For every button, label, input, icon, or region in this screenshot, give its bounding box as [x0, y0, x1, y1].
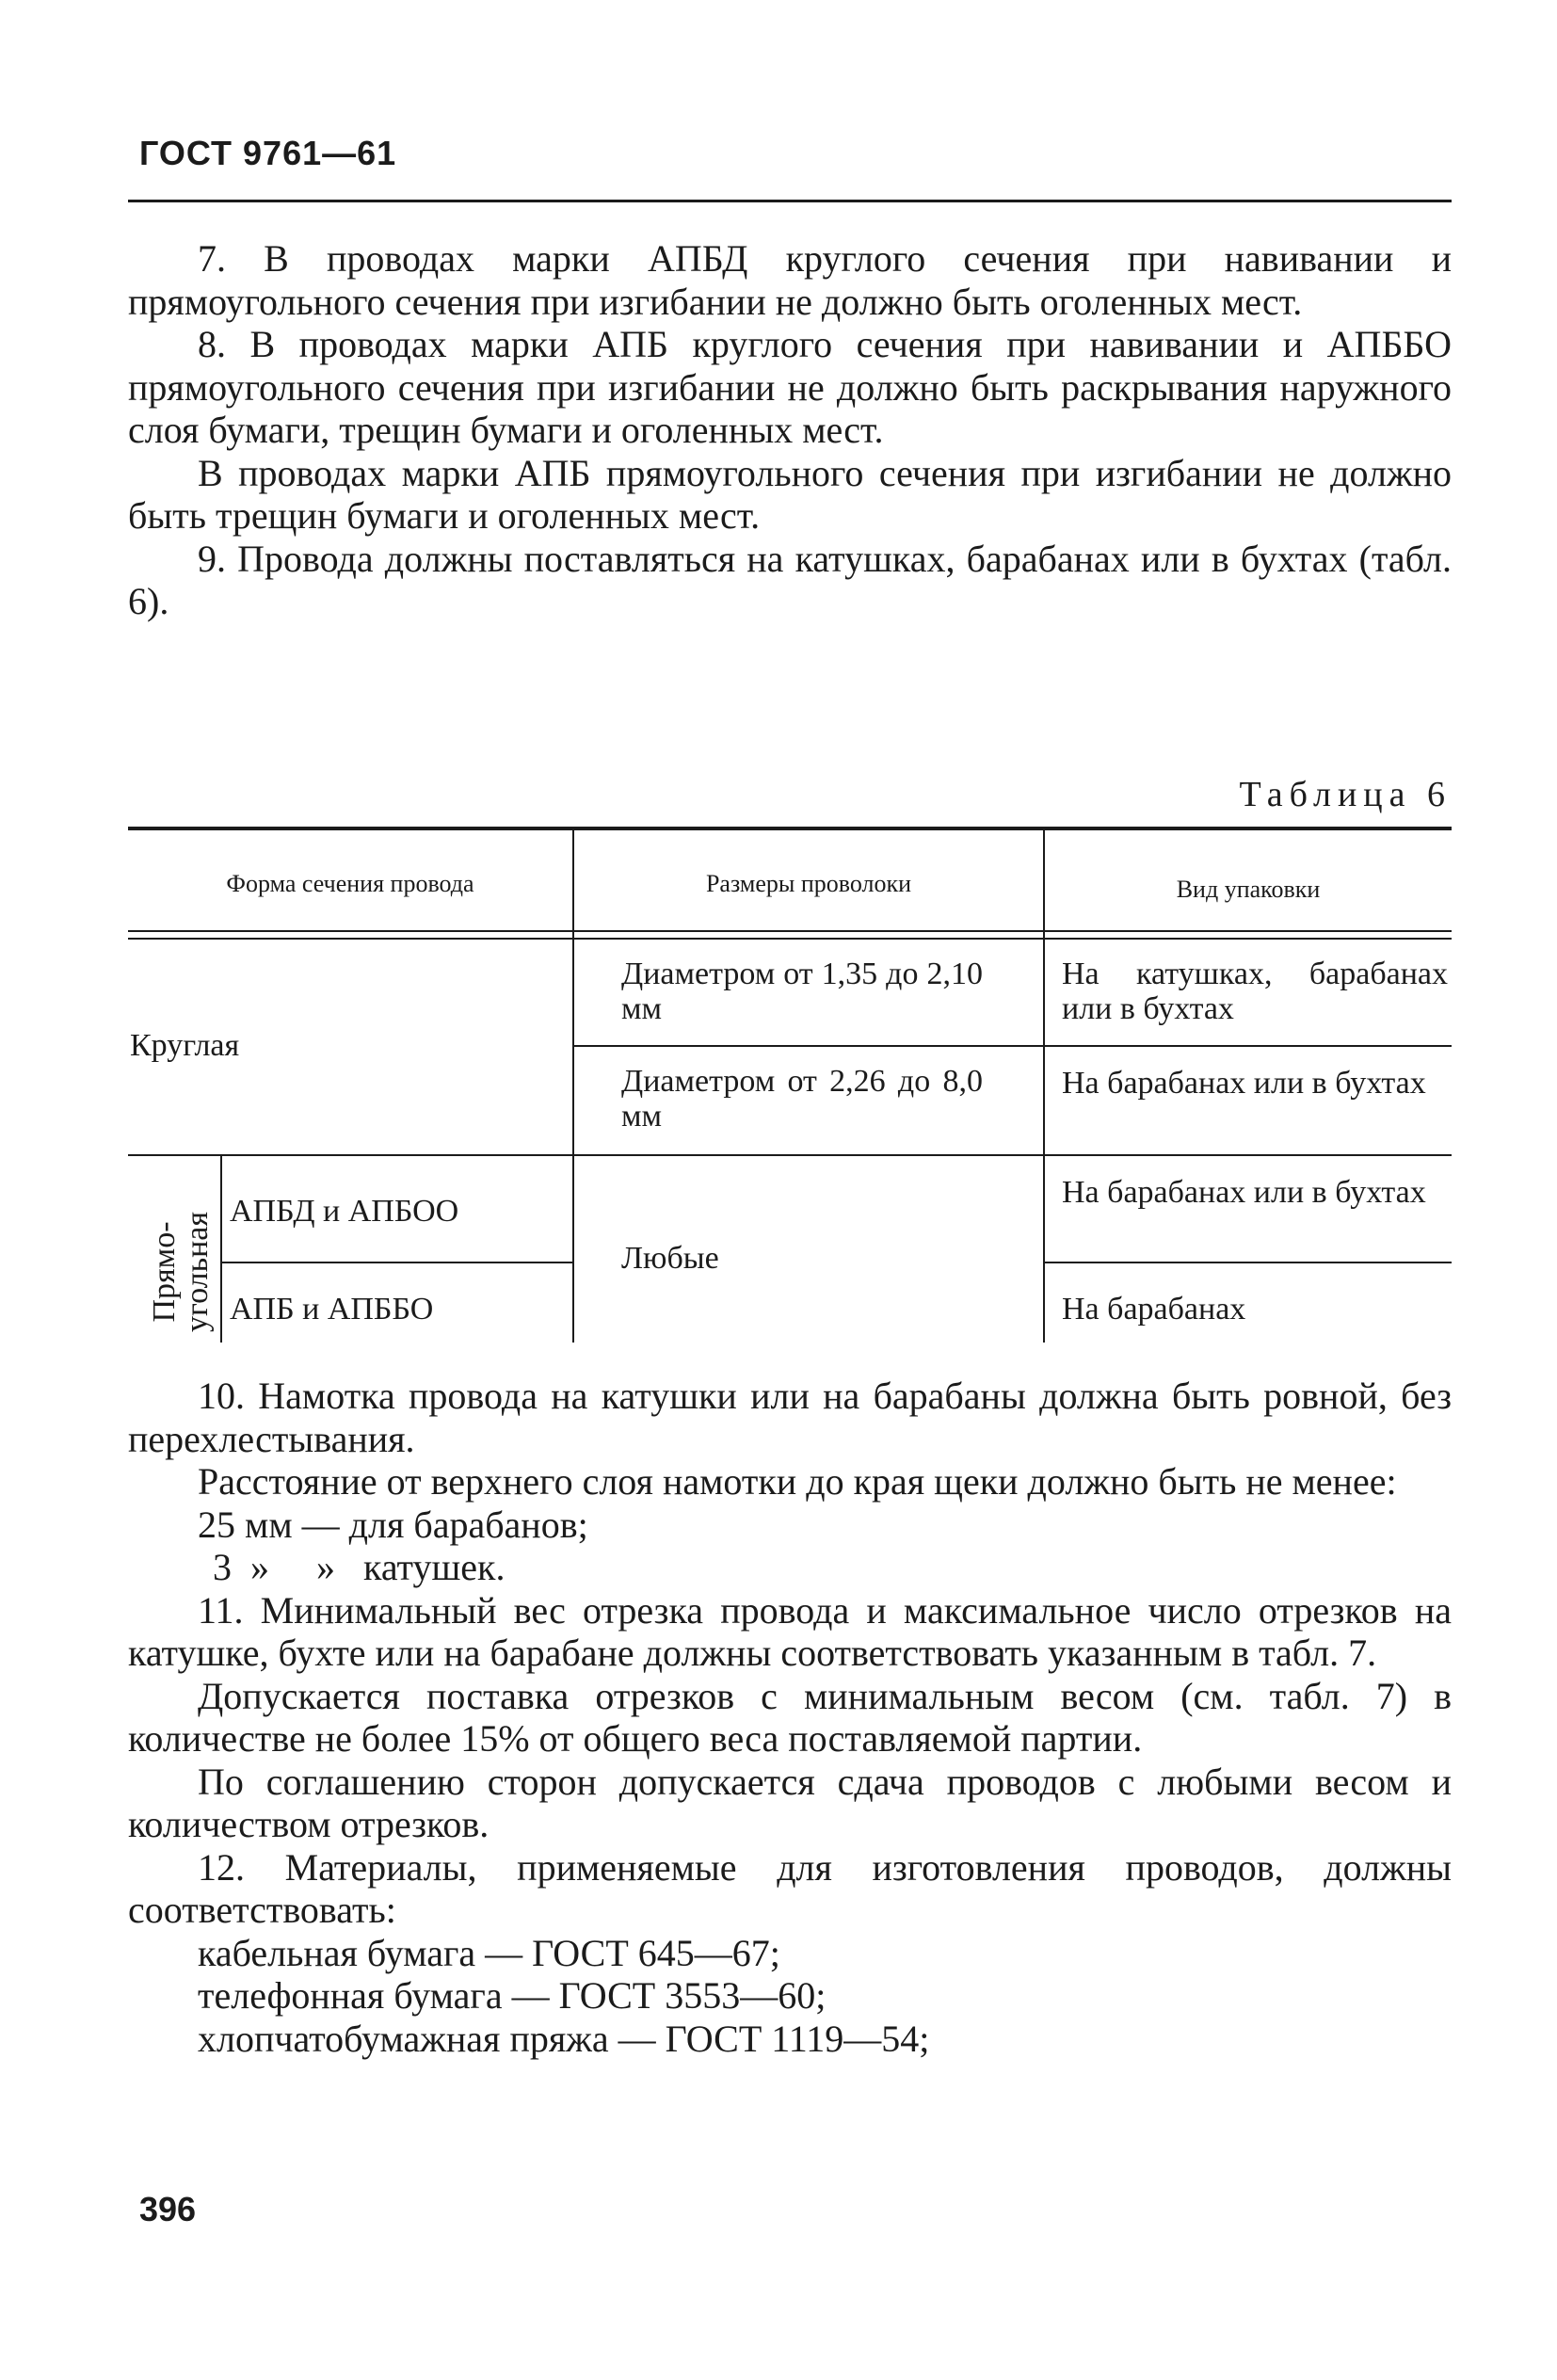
- header-rule: [128, 200, 1452, 202]
- paragraph: 10. Намотка провода на катушки или на барабаны должна быть ровной, без перехлестывания.: [128, 1375, 1452, 1460]
- body-section: [128, 1375, 1452, 2060]
- list-item: 25 мм — для барабанов;: [198, 1503, 588, 1546]
- row-rule: [1045, 1262, 1452, 1263]
- row-rule: [128, 1154, 1452, 1156]
- packaging-type: На барабанах: [1062, 1292, 1246, 1327]
- packaging-type: На катушках, барабанах или в бухтах: [1062, 957, 1448, 1026]
- paragraph: 8. В проводах марки АПБ круглого сечения при навивании и АПББО прямоугольного сечения при изгибании не должно быть раскрывания наружного слоя бумаги, трещин бумаги и оголенных мест.: [128, 323, 1452, 451]
- wire-grade: АПБД и АПБОО: [230, 1194, 459, 1229]
- packaging-type: На барабанах или в бухтах: [1062, 1066, 1426, 1101]
- wire-grade: АПБ и АПББО: [230, 1292, 434, 1327]
- paragraph: 9. Провода должны поставляться на катушках, барабанах или в бухтах (табл. 6).: [128, 537, 1452, 622]
- wire-size: Любые: [621, 1241, 719, 1276]
- column-header: Размеры проволоки: [705, 870, 912, 897]
- column-rule: [572, 830, 574, 1343]
- wire-size: Диаметром от 2,26 до 8,0 мм: [621, 1064, 983, 1134]
- column-header: Вид упаковки: [1176, 876, 1321, 903]
- table-top-rule: [128, 827, 1452, 830]
- packaging-table: [128, 827, 1452, 1343]
- intro-section: [128, 237, 1452, 623]
- column-header: Форма сечения провода: [226, 870, 474, 897]
- page-number: 396: [139, 2190, 197, 2228]
- list-item: кабельная бумага — ГОСТ 645—67;: [198, 1931, 780, 1974]
- document-id: ГОСТ 9761—61: [139, 134, 397, 172]
- paragraph: По соглашению сторон допускается сдача проводов с любыми весом и количеством отрезков.: [128, 1760, 1452, 1845]
- table-header-rule: [128, 938, 1452, 940]
- paragraph: В проводах марки АПБ прямоугольного сечения при изгибании не должно быть трещин бумаги и оголенных мест.: [128, 451, 1452, 537]
- paragraph: 12. Материалы, применяемые для изготовления проводов, должны соответствовать:: [128, 1845, 1452, 1931]
- packaging-type: На барабанах или в бухтах: [1062, 1175, 1426, 1210]
- list-item: 3 » » катушек.: [213, 1546, 506, 1588]
- list-item: хлопчатобумажная пряжа — ГОСТ 1119—54;: [198, 2017, 930, 2060]
- row-rule: [574, 1045, 1452, 1047]
- paragraph: 7. В проводах марки АПБД круглого сечения при навивании и прямоугольного сечения при изгибании не должно быть оголенных мест.: [128, 237, 1452, 323]
- row-rule: [222, 1262, 574, 1263]
- column-rule: [1043, 830, 1045, 1343]
- wire-size: Диаметром от 1,35 до 2,10 мм: [621, 957, 983, 1026]
- list-item: телефонная бумага — ГОСТ 3553—60;: [198, 1974, 827, 2017]
- shape-rectangular: [134, 1203, 228, 1341]
- shape-round: Круглая: [130, 1028, 240, 1063]
- table-header-rule: [128, 930, 1452, 932]
- paragraph: 11. Минимальный вес отрезка провода и максимальное число отрезков на катушке, бухте или на барабане должны соответствовать указанным в табл. 7.: [128, 1588, 1452, 1674]
- shape-rectangular-label: Прямо-угольная: [147, 1211, 215, 1333]
- paragraph: Расстояние от верхнего слоя намотки до края щеки должно быть не менее:: [198, 1460, 1397, 1503]
- paragraph: Допускается поставка отрезков с минимальным весом (см. табл. 7) в количестве не более 15% от общего веса поставляемой партии.: [128, 1674, 1452, 1760]
- table-caption: Таблица 6: [1239, 775, 1452, 814]
